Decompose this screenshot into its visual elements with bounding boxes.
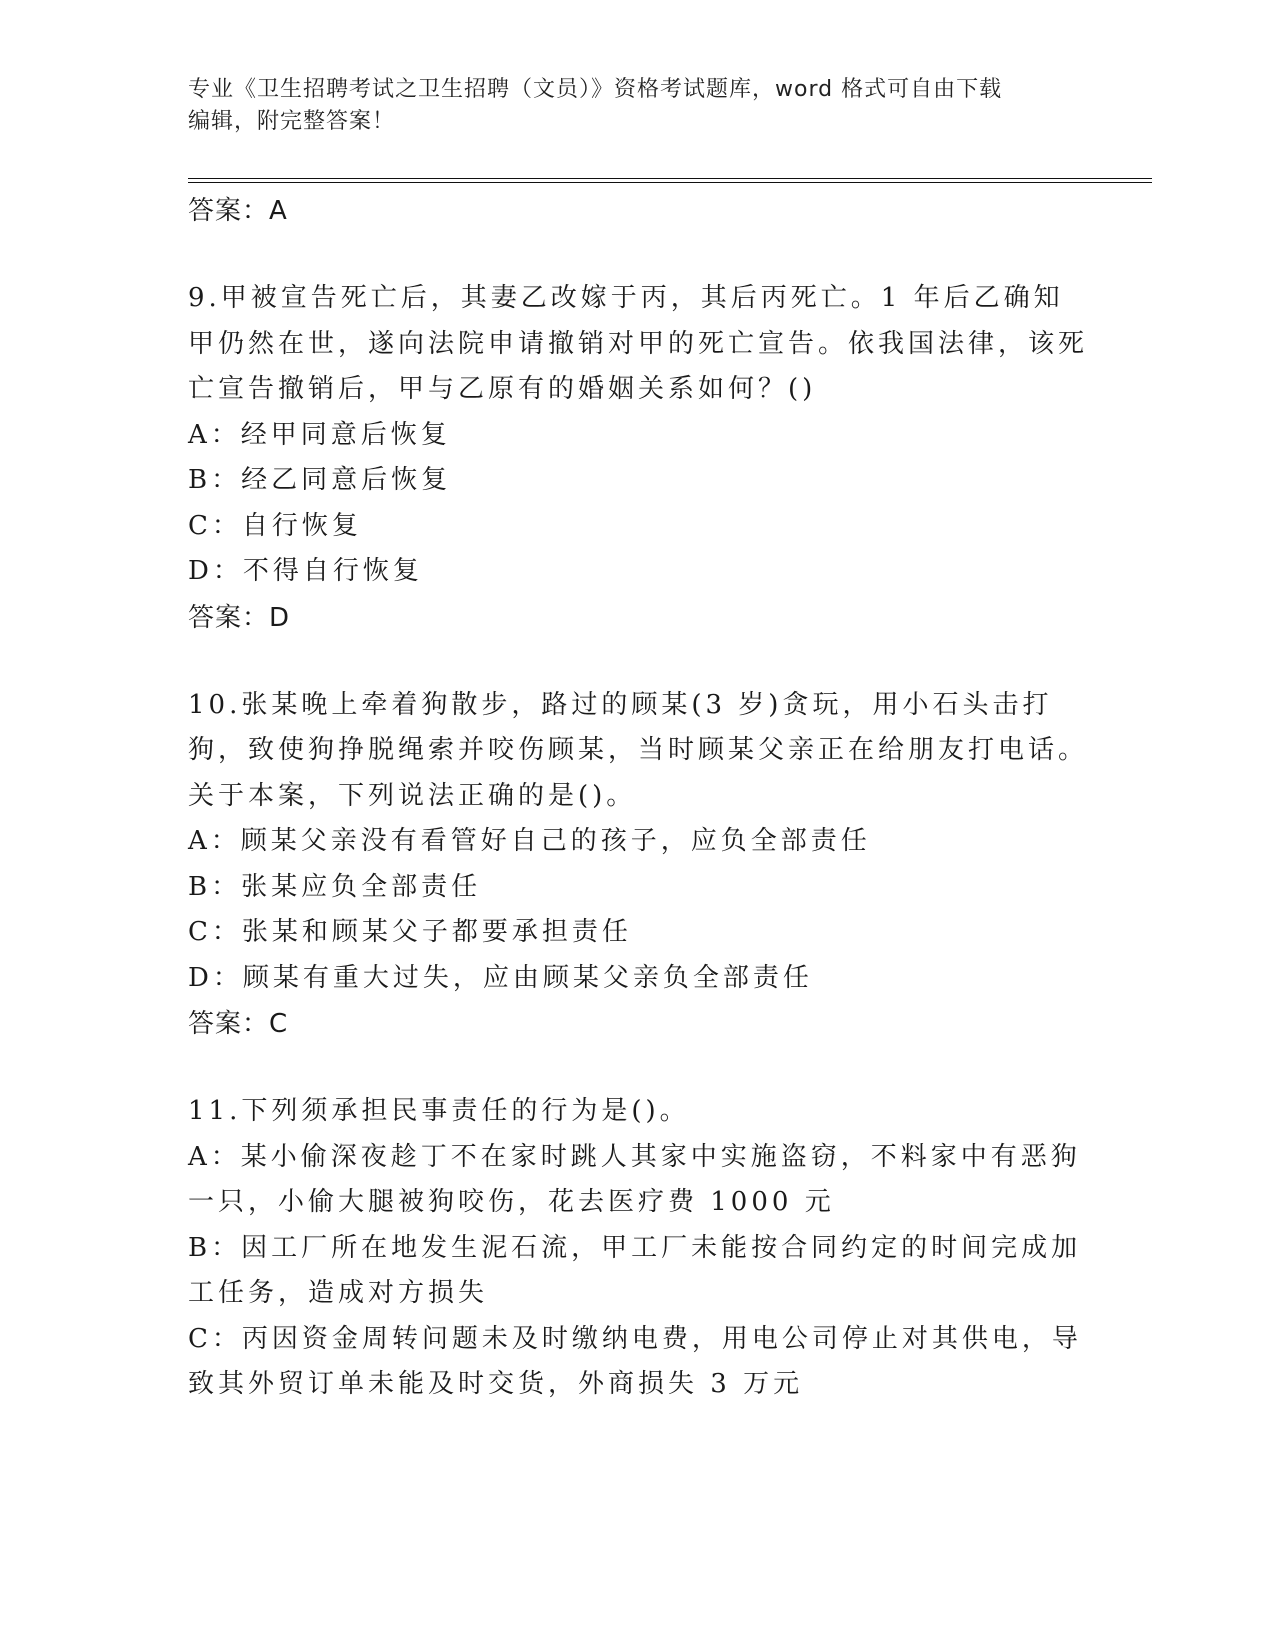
question-stem: 9.甲被宣告死亡后，其妻乙改嫁于丙，其后丙死亡。1 年后乙确知甲仍然在世，遂向法院申请撤销对甲的死亡宣告。依我国法律，该死亡宣告撤销后，甲与乙原有的婚姻关系如何？() (188, 283, 1089, 404)
question-9 (188, 276, 1088, 641)
question-10 (188, 683, 1088, 1048)
question-stem: 11.下列须承担民事责任的行为是()。 (188, 1096, 690, 1126)
option-b: B：因工厂所在地发生泥石流，甲工厂未能按合同约定的时间完成加工任务，造成对方损失 (188, 1232, 1082, 1308)
header-line-1: 专业《卫生招聘考试之卫生招聘（文员）》资格考试题库，word 格式可自由下载 (188, 77, 1003, 102)
option-a: A：顾某父亲没有看管好自己的孩子，应负全部责任 (188, 826, 871, 856)
option-c: C：自行恢复 (188, 510, 362, 541)
question-stem: 10.张某晚上牵着狗散步，路过的顾某(3 岁)贪玩，用小石头击打狗，致使狗挣脱绳索并咬伤顾某，当时顾某父亲正在给朋友打电话。关于本案，下列说法正确的是()。 (188, 689, 1089, 811)
option-a: A：某小偷深夜趁丁不在家时跳人其家中实施盗窃，不料家中有恶狗一只，小偷大腿被狗咬伤，花去医疗费 1000 元 (188, 1141, 1081, 1217)
header-line-2: 编辑，附完整答案！ (188, 109, 396, 134)
header-divider-bottom (188, 182, 1152, 183)
question-11 (188, 1089, 1088, 1408)
option-b: B：经乙同意后恢复 (188, 465, 452, 495)
option-d: D：不得自行恢复 (188, 556, 423, 586)
option-c: C：丙因资金周转问题未及时缴纳电费，用电公司停止对其供电，导致其外贸订单未能及时交货，外商损失 3 万元 (188, 1323, 1082, 1399)
page-header (188, 74, 1088, 138)
header-divider-top (188, 178, 1152, 179)
option-c: C：张某和顾某父子都要承担责任 (188, 917, 632, 947)
answer-line: 答案：D (188, 602, 291, 633)
option-b: B：张某应负全部责任 (188, 871, 482, 902)
option-d: D：顾某有重大过失，应由顾某父亲负全部责任 (188, 962, 813, 993)
option-a: A：经甲同意后恢复 (188, 419, 451, 450)
answer-line: 答案：C (188, 1009, 289, 1039)
document-body (188, 188, 1088, 1408)
answer-line: 答案：A (188, 196, 288, 226)
